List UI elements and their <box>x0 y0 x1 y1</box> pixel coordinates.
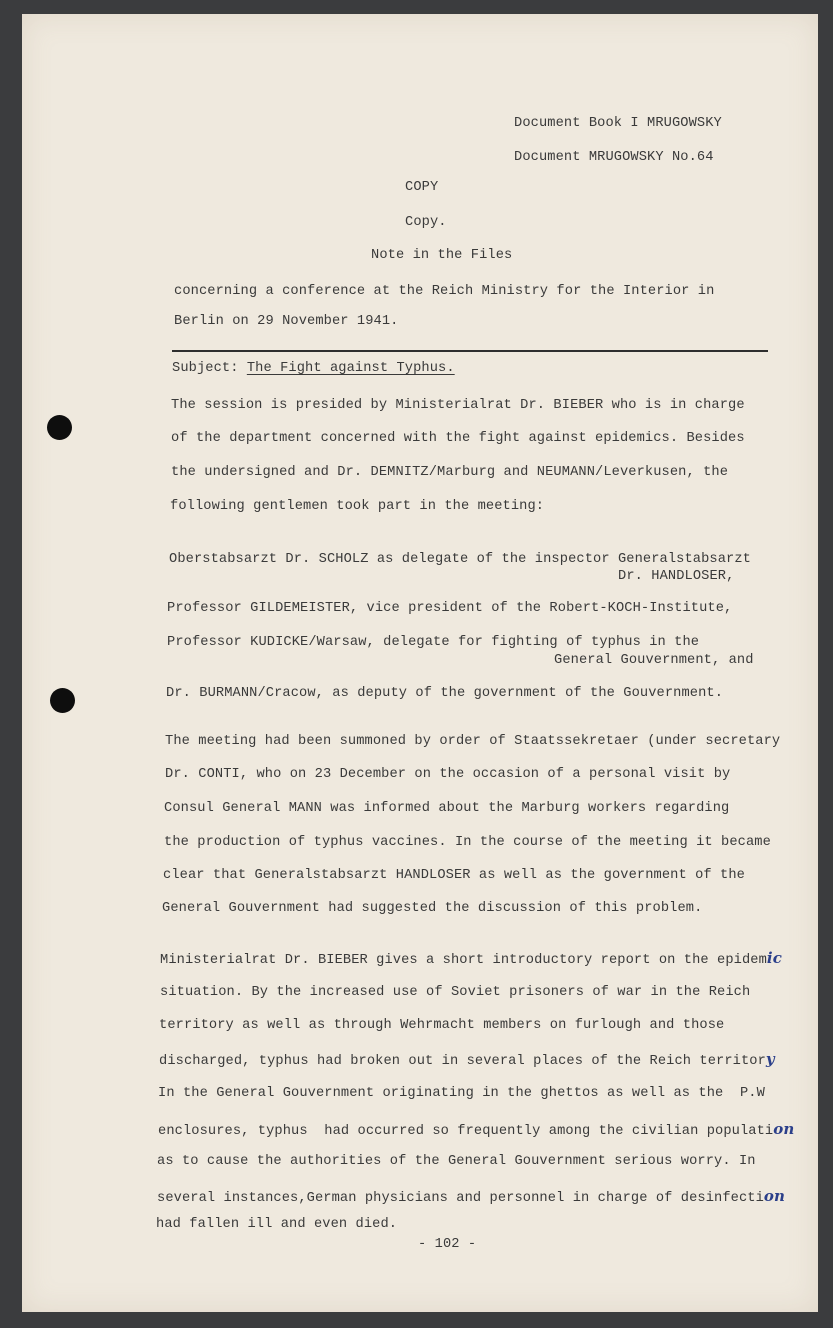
paragraph-line: the undersigned and Dr. DEMNITZ/Marburg and NEUMANN/Leverkusen, the <box>171 465 729 480</box>
paragraph-line: territory as well as through Wehrmacht members on furlough and those <box>159 1018 725 1033</box>
paragraph-line <box>159 1051 775 1070</box>
paragraph-line: clear that Generalstabsarzt HANDLOSER as well as the government of the <box>163 868 745 883</box>
subject-label: Subject: <box>172 361 247 376</box>
paragraph-line <box>157 1188 785 1207</box>
copy-label: Copy. <box>405 215 447 230</box>
document-title: Note in the Files <box>371 248 513 263</box>
paragraph-line: following gentlemen took part in the meeting: <box>170 499 545 514</box>
paragraph-line: Consul General MANN was informed about the Marburg workers regarding <box>164 801 730 816</box>
paragraph-line: situation. By the increased use of Soviet prisoners of war in the Reich <box>160 985 751 1000</box>
page-number: - 102 - <box>418 1237 477 1252</box>
typed-text: enclosures, typhus had occurred so frequently among the civilian populati <box>158 1124 774 1139</box>
handwritten-correction: y <box>765 1050 775 1068</box>
subtitle-line: concerning a conference at the Reich Ministry for the Interior in <box>174 284 715 299</box>
subtitle-line: Berlin on 29 November 1941. <box>174 314 399 329</box>
doc-book-ref: Document Book I MRUGOWSKY <box>514 116 722 131</box>
paragraph-line: The meeting had been summoned by order of Staatssekretaer (under secretary <box>165 734 781 749</box>
copy-heading: COPY <box>405 180 439 195</box>
paragraph-line: In the General Gouvernment originating in the ghettos as well as the P.W <box>158 1086 765 1101</box>
paragraph-line <box>160 950 782 969</box>
handwritten-correction: on <box>763 1187 786 1205</box>
participant-line: Oberstabsarzt Dr. SCHOLZ as delegate of the inspector Generalstabsarzt <box>169 552 751 567</box>
participant-line: Professor KUDICKE/Warsaw, delegate for fighting of typhus in the <box>167 635 700 650</box>
doc-number: Document MRUGOWSKY No.64 <box>514 150 714 165</box>
punch-hole <box>47 415 72 440</box>
typed-text: Ministerialrat Dr. BIEBER gives a short introductory report on the epidem <box>160 953 767 968</box>
handwritten-correction: ic <box>766 949 782 967</box>
paragraph-line: the production of typhus vaccines. In the course of the meeting it became <box>164 835 771 850</box>
typed-text: discharged, typhus had broken out in several places of the Reich territor <box>159 1054 766 1069</box>
paragraph-line <box>158 1121 794 1140</box>
subject-text: The Fight against Typhus. <box>246 361 455 376</box>
handwritten-correction: on <box>773 1120 795 1138</box>
participant-line: Dr. HANDLOSER, <box>618 569 735 584</box>
paragraph-line: of the department concerned with the fight against epidemics. Besides <box>171 431 745 446</box>
paragraph-line: had fallen ill and even died. <box>156 1217 398 1232</box>
paragraph-line: General Gouvernment had suggested the discussion of this problem. <box>162 901 703 916</box>
participant-line: Professor GILDEMEISTER, vice president of the Robert-KOCH-Institute, <box>167 601 733 616</box>
paragraph-line: The session is presided by Ministerialrat Dr. BIEBER who is in charge <box>171 398 745 413</box>
paragraph-line: as to cause the authorities of the General Gouvernment serious worry. In <box>157 1154 756 1169</box>
typed-text: several instances,German physicians and personnel in charge of desinfecti <box>157 1191 764 1206</box>
participant-line: General Gouvernment, and <box>554 653 754 668</box>
punch-hole <box>50 688 75 713</box>
participant-line: Dr. BURMANN/Cracow, as deputy of the government of the Gouvernment. <box>166 686 724 701</box>
horizontal-rule <box>172 350 768 352</box>
subject-line <box>172 361 455 377</box>
paragraph-line: Dr. CONTI, who on 23 December on the occasion of a personal visit by <box>165 767 731 782</box>
